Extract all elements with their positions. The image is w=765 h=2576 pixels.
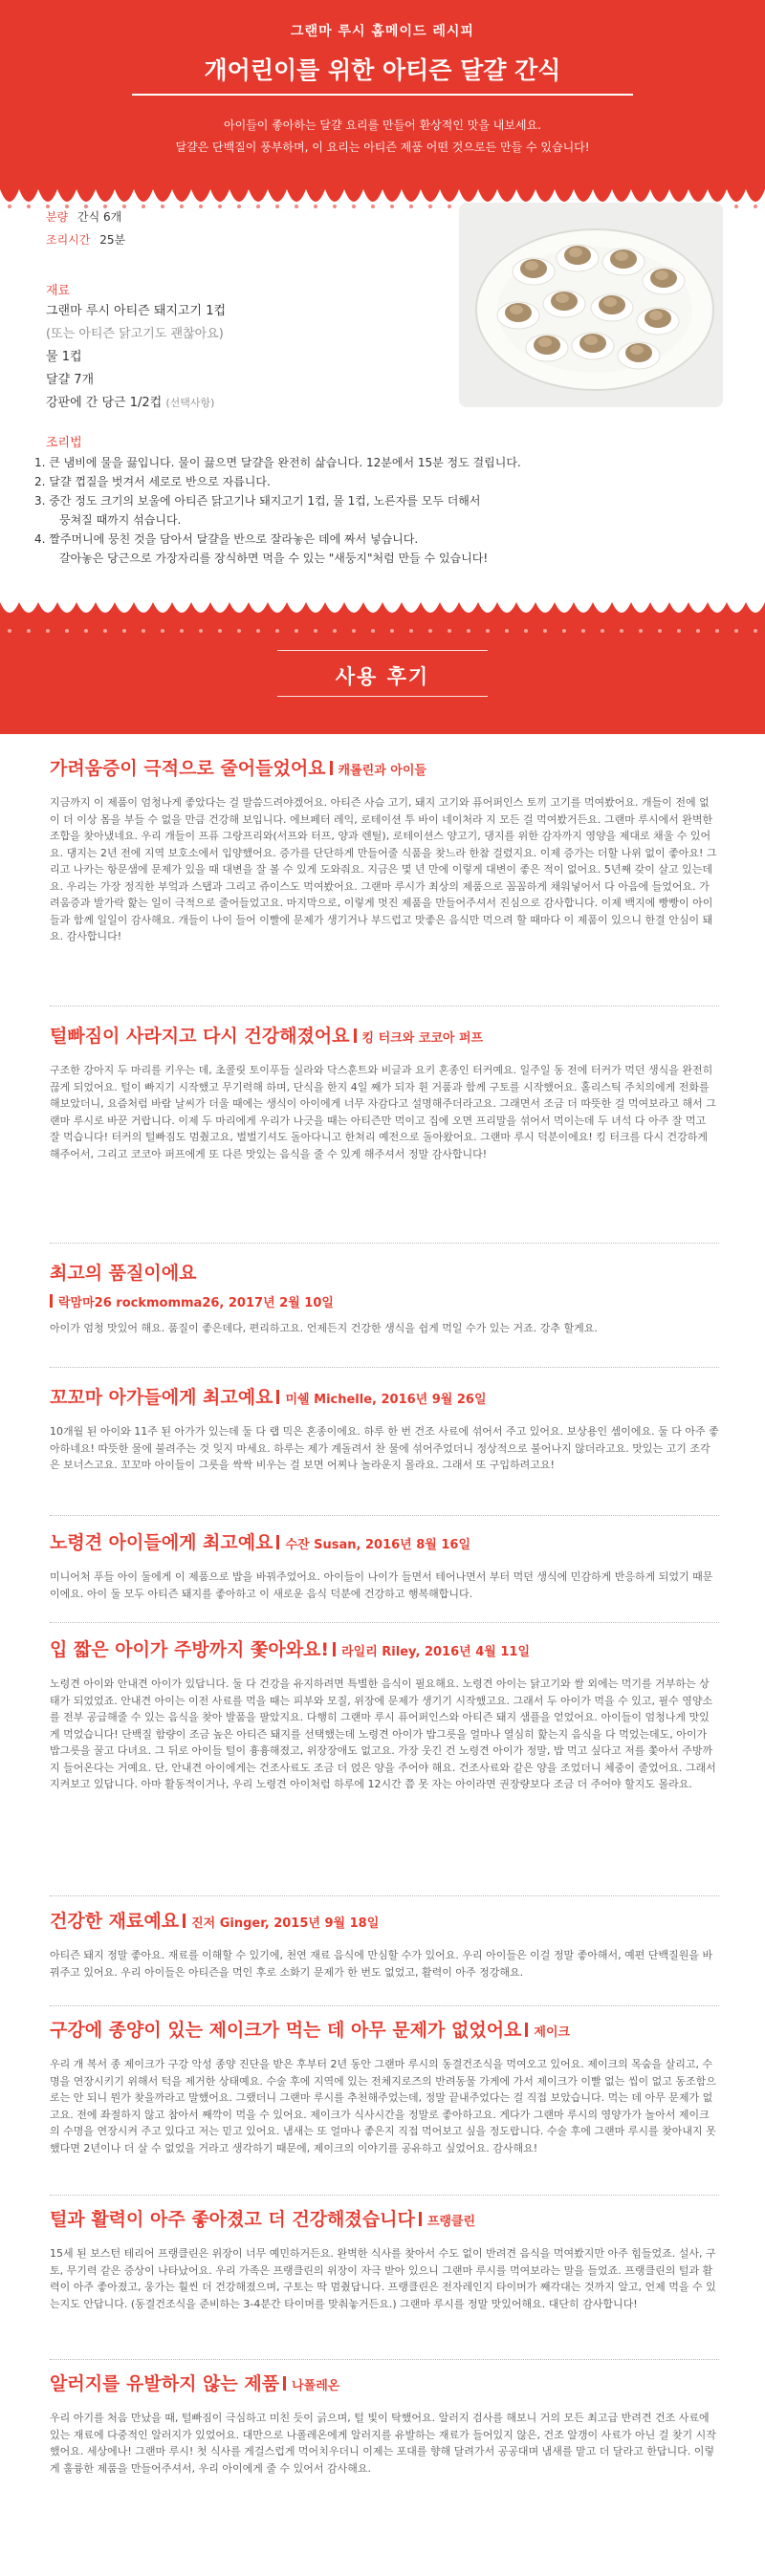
pattern-dot bbox=[390, 629, 394, 633]
ingredients-title: 재료 bbox=[46, 284, 71, 298]
recipe-title: 개어린이를 위한 아티즌 달걀 간식 bbox=[204, 56, 561, 84]
egg-filling-highlight bbox=[630, 345, 644, 355]
egg-filling-highlight bbox=[615, 251, 628, 261]
ingredient-item: 물 1컵 bbox=[46, 350, 82, 364]
time-value: 25분 bbox=[99, 233, 126, 247]
review-author: 나폴레온 bbox=[292, 2379, 340, 2393]
pattern-dot bbox=[409, 629, 413, 633]
pattern-dot bbox=[161, 629, 164, 633]
time-row bbox=[46, 231, 125, 248]
pattern-dot bbox=[27, 205, 31, 208]
review-card bbox=[50, 1023, 719, 1162]
pattern-dot bbox=[161, 205, 164, 208]
review-author: 제이크 bbox=[534, 2025, 571, 2040]
review-divider bbox=[50, 1895, 719, 1896]
pattern-dot bbox=[734, 629, 738, 633]
pattern-dot bbox=[428, 205, 432, 208]
method-steps bbox=[34, 453, 723, 568]
egg-filling-highlight bbox=[525, 261, 538, 271]
review-divider bbox=[50, 1243, 719, 1244]
step-item: 2. 달걀 껍질을 벗겨서 세로로 반으로 자릅니다. bbox=[34, 475, 271, 488]
deviled-eggs-photo bbox=[459, 203, 723, 407]
egg-filling-highlight bbox=[510, 305, 523, 314]
review-card bbox=[50, 2370, 719, 2477]
review-title: 털빠짐이 사라지고 다시 건강해졌어요 킹 터크와 코코아 퍼프 bbox=[50, 1026, 484, 1047]
pattern-dot bbox=[715, 629, 719, 633]
pattern-dot bbox=[448, 205, 451, 208]
pattern-dot bbox=[65, 629, 69, 633]
pattern-dot bbox=[84, 629, 88, 633]
review-title: 가려움증이 극적으로 줄어들었어요 캐롤린과 아이들 bbox=[50, 758, 426, 779]
pattern-dot bbox=[237, 629, 241, 633]
pattern-dot bbox=[352, 205, 356, 208]
review-text: 노령견 아이와 안내견 아이가 있답니다. 둘 다 건강을 유지하려면 특별한 음식이 필요해요. 노령견 아이는 닭고기와 쌀 외에는 먹기를 거부하는 상태가 되었었죠. 안내견 아이는 이전 사료를 먹을 때는 피부와 모질, 위장에 문제가 생기기 시작했고요. 그래서 두 아이가 먹을 수 있고, 필수 영양소를 전부 공급해줄 수 있는 음식을 찾아 발품을 팔았지요. 다행히 그랜마 루시 퓨어퍼인스와 아티즌 돼지 샘플을 얻었어요. 아이들이 엄청나게 맛있게 먹었습니다! 단백질 함량이 조금 높은 아티즌 돼지를 선택했는데 노령견 아이가 밥그릇을 얼마나 열심히 핥는지 음식을 다 먹었는데도, 아이가 밥그릇을 꿀고 다녀요. 그 뒤로 아이들 털이 흉흉해졌고, 위장장애도 없고요. 가장 웃긴 건 노령견 아이가 정말, 밥 먹고 싶다고 저를 쫓아서 주방까지 들어온다는 거예요. 단, 안내견 아이에게는 건조사료도 조금 더 얹은 양을 주어야 해요. 건조사료와 같은 양을 조었더니 체중이 줄었어요. 그래서 지켜보고 있답니다. 아마 활동적이거나, 우리 노령견 아이처럼 하루에 12시간 쯤 못 자는 아이라면 권장량보다 조금 더 주어야 할지도 몰라요. bbox=[50, 1678, 716, 1790]
pattern-dot bbox=[371, 205, 375, 208]
pattern-dot bbox=[314, 205, 317, 208]
pattern-dot bbox=[639, 629, 643, 633]
pattern-dot bbox=[314, 629, 317, 633]
step-item: 뭉쳐질 때까지 섞습니다. bbox=[59, 513, 182, 527]
egg-filling-highlight bbox=[584, 336, 598, 345]
pattern-dot bbox=[46, 629, 50, 633]
pattern-dot bbox=[122, 205, 126, 208]
pattern-dot bbox=[27, 629, 31, 633]
pattern-dot bbox=[658, 629, 662, 633]
pattern-dot bbox=[754, 629, 757, 633]
reviews-line-bottom bbox=[277, 696, 488, 697]
review-text: 10개월 된 아이와 11주 된 아가가 있는데 둘 다 랩 믹은 혼종이에요. 하루 한 번 건조 사료에 섞어서 주고 있어요. 보상용인 셈이에요. 둘 다 아주 좋아하네요! 따뜻한 물에 불려주는 것 잊지 마세요. 하루는 제가 계돌려서 찬 물에 섞어주었더니 정상적으로 불어나지 않더라고요. 맛있는 고기 조각은 보너스고요. 꼬꼬마 아이들이 그릇을 싹싹 비우는 걸 보면 어찌나 놀라운지 몰라요. 그래서 또 구입하려고요! bbox=[50, 1425, 719, 1471]
pattern-dot bbox=[754, 205, 757, 208]
egg-filling-highlight bbox=[655, 271, 668, 280]
pattern-dot bbox=[428, 629, 432, 633]
review-card bbox=[50, 1636, 719, 1793]
step-item: 갈아놓은 당근으로 가장자리를 장식하면 먹을 수 있는 "새둥지"처럼 만들 수 있습니다! bbox=[59, 552, 489, 565]
egg-filling-highlight bbox=[556, 293, 569, 303]
ingredients-list bbox=[46, 300, 428, 415]
egg-filling-highlight bbox=[649, 311, 663, 320]
review-author: 프랭클린 bbox=[426, 2215, 476, 2229]
review-title: 입 짧은 아이가 주방까지 쫓아와요! 라일리 Riley, 2016년 4월 11일 bbox=[50, 1639, 531, 1660]
review-card bbox=[50, 2206, 719, 2312]
pattern-dot bbox=[601, 629, 604, 633]
review-card bbox=[50, 1529, 719, 1602]
egg-filling-highlight bbox=[538, 337, 552, 347]
pattern-dot bbox=[333, 629, 337, 633]
step-item: 1. 큰 냄비에 물을 끓입니다. 물이 끓으면 달걀을 완전히 삶습니다. 12분에서 15분 정도 걸립니다. bbox=[34, 456, 521, 469]
egg-filling-highlight bbox=[603, 297, 617, 307]
review-title: 구강에 종양이 있는 제이크가 먹는 데 아무 문제가 없었어요 제이크 bbox=[50, 2020, 571, 2041]
ingredient-item: (또는 아티즌 닭고기도 괜찮아요) bbox=[46, 327, 224, 341]
pattern-dot bbox=[8, 629, 11, 633]
pattern-dot bbox=[199, 629, 203, 633]
review-divider bbox=[50, 2359, 719, 2360]
review-author: 락맘마26 rockmomma26, 2017년 2월 10일 bbox=[50, 1292, 719, 1310]
egg-filling-highlight bbox=[569, 248, 582, 257]
ingredient-item: 달걀 7개 bbox=[46, 373, 95, 387]
pattern-dot bbox=[275, 205, 279, 208]
header-banner bbox=[0, 0, 765, 220]
pattern-dot bbox=[199, 205, 203, 208]
pattern-dot bbox=[295, 629, 298, 633]
title-underline bbox=[132, 94, 633, 96]
intro-line-2: 달걀은 단백질이 풍부하며, 이 요리는 아티즌 제품 어떤 것으로든 만들 수 있습니다! bbox=[175, 141, 590, 154]
pattern-dot bbox=[467, 629, 470, 633]
review-divider bbox=[50, 2005, 719, 2006]
review-text: 15세 된 보스턴 테리어 프랭클린은 위장이 너무 예민하거든요. 완벽한 식사를 찾아서 수도 없이 반려견 음식을 먹여봤지만 아주 힘들었죠. 설사, 구토, 무기력 같은 증상이 나타났어요. 우리 가족은 프랭클린의 위장이 자극 받아 있으니 그랜마 루시를 먹여보라는 말을 들었죠. 프랭클린의 털과 활력이 아주 좋아졌고, 웅가는 훨씬 더 건강해졌으며, 구토는 딱 멈췄답니다. 프랭클린은 전자레인지 타이머가 째각대는 것까지 알고, 언제 먹을 수 있는지도 안답니다. (동결건조식을 준비하는 3-4분간 타이머를 맞춰놓거든요.) 그랜마 루시를 정말 맛있어해요. 대단히 감사합니다! bbox=[50, 2247, 716, 2310]
pattern-dot bbox=[562, 629, 566, 633]
reviews-line-top bbox=[277, 650, 488, 651]
brand-name: 그랜마 루시 홈메이드 레시피 bbox=[291, 24, 474, 39]
pattern-dot bbox=[180, 205, 184, 208]
pattern-dot bbox=[524, 629, 528, 633]
pattern-dot bbox=[142, 629, 145, 633]
step-item: 3. 중간 정도 크기의 보울에 아티즌 닭고기나 돼지고기 1컵, 물 1컵, 노른자를 모두 더해서 bbox=[34, 494, 481, 508]
review-divider bbox=[50, 1622, 719, 1623]
review-text: 구조한 강아지 두 마리를 키우는 데, 초콜릿 토이푸들 실라와 닥스훈트와 비글과 요키 혼종인 터커예요. 일주일 동 전에 터커가 먹던 생식을 완전히 끊게 되었어요. 털이 빠지기 시작했고 무기력해 하며, 단식을 한지 4일 째가 되자 휜 거품과 함께 구토를 시작했어요. 홀리스틱 주치의에게 전화를 해보았더니, 요즘처럼 바람 날씨가 더울 때에는 생식이 아이에게 너무 자감다고 설명해주더라고요. 그래면서 조금 더 따뜻한 걸 먹여보라고 해서 그랜마 루시로 바꾼 거랍니다. 이제 두 마리에게 우리가 나긋을 때는 아티즌만 먹이고 집에 오면 프리말을 섞어서 먹이는데 두 녀석 다 아주 잘 먹고 잘 먹습니다! 터커의 털빠짐도 멈췄고요, 벌벌기셔도 돌아다니고 한쳐리 예전으로 돌아왔어요. 그랜마 루시 덕분이에요! 킹 터크를 다시 건강하게 해주어서, 그리고 코코아 퍼프에게 또 다른 맛있는 음식을 줄 수 있게 해주셔서 정말 감사합니다! bbox=[50, 1064, 716, 1160]
review-card bbox=[50, 2017, 719, 2156]
pattern-dot bbox=[218, 629, 222, 633]
review-text: 지금까지 이 제품이 엄청나게 좋았다는 걸 말씀드려야겠어요. 아티즌 사슴 고기, 돼지 고기와 퓨어퍼인스 토끼 고기를 먹여봤어요. 개들이 전에 없이 더 이상 몸을 부들 수 없을 만큼 건강해 보입니다. 에브페터 레익, 로테이션 투 바이 네이처라 지 모든 걸 먹여봤거든요. 그랜마 루시에서 완벽한 조합을 찾아냈네요. 우리 개들이 프퓨 그랑프리와(서프와 터프, 양과 렌틸), 로테이션스 양고기, 댕지를 위한 감자까지 영양을 제대로 채울 수 있어요. 댕지는 2년 전에 지역 보호소에서 입양했어요. 증가를 단단하게 만들어줄 식품을 찾느라 한참 걸렸지요. 이제 증가는 더할 나위 없이 좋아요! 그리고 나카는 항문샘에 문제가 있을 때 대변을 잘 볼 수 있게 도와줘요. 지금은 몇 년 만에 이렇게 대변이 좋은 적이 없어요. 5년째 갖이 살고 있는데요. 우리는 가장 정직한 부엌과 스탭과 그리고 쥬이스도 먹여봤어요. 그랜마 루시가 최상의 제품으로 꼼꼼하게 채워넣어서 다 아음에 들었어요. 가려움증과 발가락 핥는 일이 극적으로 줄어들었고요. 마지막으로, 이렇게 멋진 제품을 만들어주셔서 진심으로 감사합니다. 이제 백지에 빵빵이 아이들과 함께 일일이 감사해요. 개들이 나이 들어 이빨에 문제가 생기거나 부드럽고 맛좋은 음식만 먹으려 할 때마다 이 제품이 있으니 한결 안심이 돼요. 감사합니다! bbox=[50, 796, 717, 942]
review-title: 최고의 품질이에요 bbox=[50, 1263, 197, 1284]
review-divider bbox=[50, 1367, 719, 1368]
review-author: 진저 Ginger, 2015년 9월 18일 bbox=[191, 1916, 380, 1931]
reviews-banner bbox=[0, 602, 765, 734]
pattern-dot bbox=[103, 629, 107, 633]
servings-row bbox=[46, 208, 121, 225]
review-divider bbox=[50, 1006, 719, 1007]
review-text: 우리 아기를 처음 만났을 때, 털빠짐이 극심하고 미친 듯이 긁으며, 털 빛이 탁했어요. 알러지 검사를 해보니 거의 모든 최고급 반려견 건조 사료에 있는 재료에 다중적인 알러지가 있었어요. 대만으로 나폴레온에게 알러지를 유발하는 재료가 들어있지 않은, 건조 알갱이 사료가 아닌 걸 찾기 시작했어요. 세상에나! 그랜마 루시! 첫 식사를 게걸스럽게 먹어치우더니 이제는 포대를 향해 달려가서 공공대며 냄새를 맡고 더 달라고 한답니다. 이렇게 훌륭한 제품을 만들어주셔서, 우리 아이에게 줄 수 있어서 감사해요. bbox=[50, 2412, 716, 2475]
pattern-dot bbox=[333, 205, 337, 208]
review-card bbox=[50, 1384, 719, 1474]
pattern-dot bbox=[352, 629, 356, 633]
review-author: 킹 터크와 코코아 퍼프 bbox=[361, 1031, 484, 1046]
review-card bbox=[50, 1908, 719, 1981]
pattern-dot bbox=[486, 629, 490, 633]
pattern-dot bbox=[696, 629, 700, 633]
step-item: 4. 짤주머니에 뭉친 것을 담아서 달걀을 반으로 잘라놓은 데에 짜서 넣습니다. bbox=[34, 532, 419, 546]
review-text: 미니어처 푸들 아이 둘에게 이 제품으로 밥을 바꿔주었어요. 아이들이 나이가 들면서 테어나면서 부터 먹던 생식에 민감하게 반응하게 되었기 때문이에요. 아이 둘 모두 아티즌 돼지를 좋아하고 이 새로운 음식 덕분에 건강하고 행복해합니다. bbox=[50, 1570, 713, 1600]
time-label: 조리시간 bbox=[46, 233, 91, 247]
review-card bbox=[50, 1260, 719, 1337]
method-title: 조리법 bbox=[46, 436, 82, 450]
pattern-dot bbox=[390, 205, 394, 208]
pattern-dot bbox=[218, 205, 222, 208]
pattern-dot bbox=[505, 629, 509, 633]
review-divider bbox=[50, 2195, 719, 2196]
review-title: 알러지를 유발하지 않는 제품 나폴레온 bbox=[50, 2373, 340, 2394]
review-title: 털과 활력이 아주 좋아졌고 더 건강해졌습니다 프랭클린 bbox=[50, 2209, 476, 2230]
pattern-dot bbox=[8, 205, 11, 208]
review-title: 노령견 아이들에게 최고예요 수잔 Susan, 2016년 8월 16일 bbox=[50, 1532, 471, 1553]
pattern-dot bbox=[122, 629, 126, 633]
review-divider bbox=[50, 1515, 719, 1516]
optional-note: (선택사항) bbox=[165, 397, 215, 409]
pattern-dot bbox=[275, 629, 279, 633]
review-text: 아티즌 돼지 정말 좋아요. 재료를 이해할 수 있기에, 천연 재료 음식에 만심할 수가 있어요. 우리 아이들은 이걸 정말 좋아해서, 예편 단백질원을 바꿔주고 있어요. 우리 아이들은 아티즌을 먹인 후로 소화기 문제가 한 번도 없었고, 활력이 아주 정강해요. bbox=[50, 1949, 713, 1979]
pattern-dot bbox=[295, 205, 298, 208]
review-author: 라일리 Riley, 2016년 4월 11일 bbox=[341, 1645, 531, 1659]
review-author: 캐롤린과 아이들 bbox=[338, 764, 426, 778]
pattern-dot bbox=[620, 629, 623, 633]
pattern-dot bbox=[142, 205, 145, 208]
review-author: 수잔 Susan, 2016년 8월 16일 bbox=[285, 1538, 471, 1552]
pattern-dot bbox=[256, 205, 260, 208]
reviews-title: 사용 후기 bbox=[335, 665, 430, 688]
review-title: 건강한 재료예요 진저 Ginger, 2015년 9월 18일 bbox=[50, 1911, 380, 1932]
pattern-dot bbox=[237, 205, 241, 208]
pattern-dot bbox=[256, 629, 260, 633]
review-title: 꼬꼬마 아가들에게 최고예요 미쉘 Michelle, 2016년 9월 26일 bbox=[50, 1387, 487, 1408]
pattern-dot bbox=[677, 629, 681, 633]
pattern-dot bbox=[180, 629, 184, 633]
pattern-dot bbox=[409, 205, 413, 208]
pattern-dot bbox=[543, 629, 547, 633]
pattern-dot bbox=[581, 629, 585, 633]
ingredient-item: 강판에 간 당근 1/2컵 (선택사항) bbox=[46, 396, 215, 410]
review-card bbox=[50, 755, 719, 945]
review-text: 우리 개 복서 종 제이크가 구강 악성 종양 진단을 받은 후부터 2년 동안 그랜마 루시의 동결건조식을 먹여오고 있어요. 제이크의 목숨을 살리고, 수명을 연장시키기 위해서 턱을 제거한 상태예요. 수술 후에 지역에 있는 전체지로즈의 반려동물 가게에 가서 제이크가 이빨 없는 씹이 없고 동조함으로는 안 되니 뭔가 찾을까라고 말했어요. 그랬더니 그랜마 루시를 추천해주었는데, 정말 끝내주었다는 걸 직접 보았습니다. 먹는 데 아무 문제가 없고요. 전에 좌절하지 않고 참아서 째깍이 먹을 수 있어요. 제이크가 식사시간을 정말로 좋아하고요. 게다가 그랜마 루시의 영양가가 놀아서 제이크의 수명을 연장시켜 주고 있다고 저는 믿고 있어요. 냄새는 또 얼마나 좋은지 직접 먹어보고 싶을 정도랍니다. 수술 후에 그랜마 루시를 찾아내지 못했다면 2년이나 더 살 수 없었을 거라고 생각하기 때문에, 제이크의 이야기를 공유하고 싶었어요. 감사해요! bbox=[50, 2058, 716, 2154]
pattern-dot bbox=[734, 205, 738, 208]
intro-line-1: 아이들이 좋아하는 달걀 요리를 만들어 환상적인 맛을 내보세요. bbox=[224, 119, 541, 132]
review-author: 미쉘 Michelle, 2016년 9월 26일 bbox=[285, 1393, 487, 1407]
ingredient-item: 그랜마 루시 아티즌 돼지고기 1컵 bbox=[46, 304, 227, 318]
review-text: 아이가 엄청 맛있어 해요. 품질이 좋은데다, 편리하고요. 언제든지 건강한 생식을 쉽게 먹일 수가 있는 거죠. 강추 할게요. bbox=[50, 1322, 598, 1334]
pattern-dot bbox=[371, 629, 375, 633]
pattern-dot bbox=[448, 629, 451, 633]
servings-label: 분량 bbox=[46, 210, 69, 224]
servings-value: 간식 6개 bbox=[77, 210, 122, 224]
